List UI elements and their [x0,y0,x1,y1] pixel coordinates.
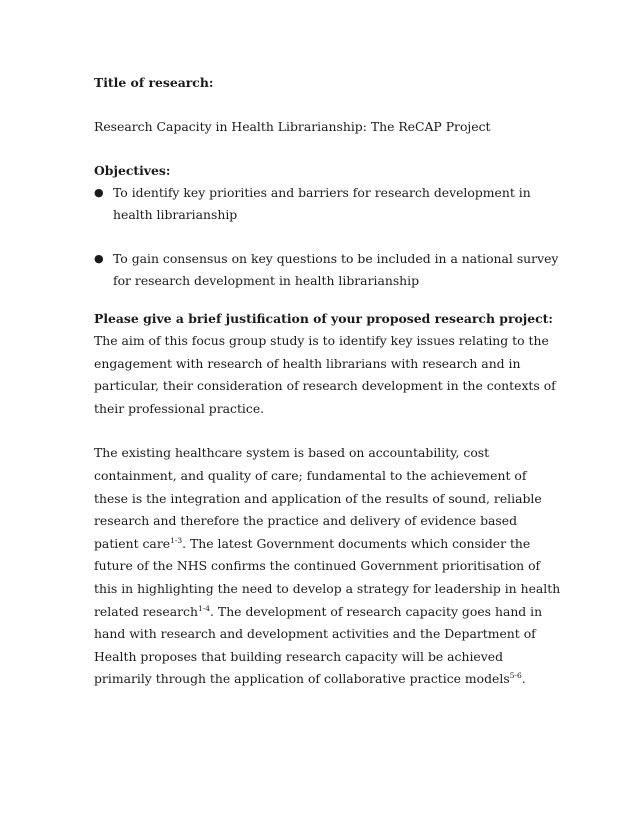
spacer [94,94,564,116]
title-text: Research Capacity in Health Librarianship: The ReCAP Project [94,119,491,134]
spacer [94,138,564,160]
paragraph-text: The existing healthcare system is based on accountability, cost containment, and quality of care; fundamental to the achievement of these is the integration and application of the results of sound, reliable research and therefore the practice and delivery of evidence based patient care [94,445,542,551]
spacer [94,420,564,442]
paragraph-text: . The development of research capacity goes hand in hand with research and development activities and the Department of Health proposes that building research capacity will be achieved primarily through the application of collaborative practice models [94,603,543,687]
paragraph-healthcare [94,442,564,691]
document-page [94,72,564,691]
objective-item [94,182,564,226]
objectives-heading: Objectives: [94,163,171,178]
objective-text: To identify key priorities and barriers for research development in health librarianship [113,185,531,222]
justification-heading: Please give a brief justification of your proposed research project: [94,311,553,326]
objective-text: To gain consensus on key questions to be included in a national survey for research development in health librarianship [113,251,559,288]
reference-superscript: 1-3 [170,535,183,545]
title-heading: Title of research: [94,75,214,90]
objective-item [94,248,564,292]
paragraph-text: . The latest Government documents which consider the future of the NHS confirms the continued Government prioritisation of this in highlighting the need to develop a strategy for leadership in health related research [94,535,561,619]
bullet-icon: ● [94,252,104,265]
spacer [94,292,564,308]
bullet-icon: ● [94,186,104,199]
paragraph-aim: The aim of this focus group study is to identify key issues relating to the engagement with research of health librarians with research and in particular, their consideration of research development in the contexts of their professional practice. [94,333,556,416]
paragraph-text: . [521,671,526,687]
objectives-list [94,182,564,292]
reference-superscript: 5-6 [509,671,522,681]
reference-superscript: 1-4 [197,603,211,613]
